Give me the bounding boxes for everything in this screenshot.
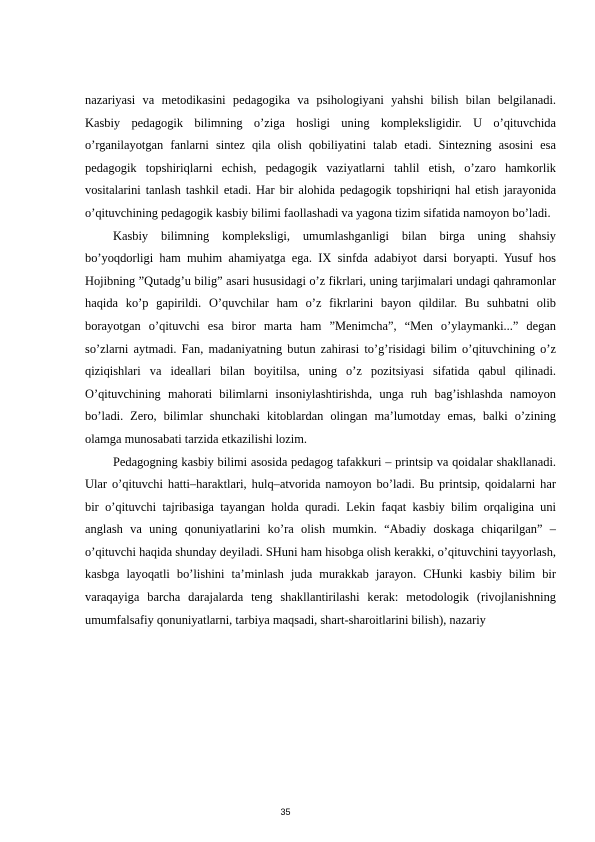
page-number: 35 bbox=[280, 807, 291, 817]
paragraph-1: nazariyasi va metodikasini pedagogika va psihologiyani yahshi bilish bilan belgilanadi. Kasbiy pedagogik bilimning o’ziga hosligi uning kompleksligidir. U o’qituvchida o’rganilayotgan fanlarni sintez qila olish qobiliyatini talab etadi. Sintezning asosini esa pedagogik topshiriqlarni echish, pedagogik vaziyatlarni tahlil etish, o’zaro hamkorlik vositalarini tanlash tashkil etadi. Har bir alohida pedagogik topshiriqni hal etish jarayonida o’qituvchining pedagogik kasbiy bilimi faollashadi va yagona tizim sifatida namoyon bo’ladi. bbox=[85, 93, 556, 220]
document-page bbox=[85, 89, 556, 631]
paragraph-3: Pedagogning kasbiy bilimi asosida pedagog tafakkuri – printsip va qoidalar shakllanadi. Ular o’qituvchi hatti–haraktlari, hulq–atvorida namoyon bo’ladi. Bu printsip, qoidalarni har bir o’qituvchi tajribasiga tayangan holda quradi. Lekin faqat kasbiy bilim orqaligina uni anglash va uning qonuniyatlarini ko’ra olish mumkin. “Abadiy doskaga chiqarilgan” – o’qituvchi haqida shunday deyiladi. SHuni ham hisobga olish kerakki, o’qituvchini tayyorlash, kasbga layoqatli bo’lishini ta’minlash juda murakkab jarayon. CHunki kasbiy bilim bir varaqayiga barcha darajalarda teng shakllantirilashi kerak: metodologik (rivojlanishning umumfalsafiy qonuniyatlarni, tarbiya maqsadi, shart-sharoitlarini bilish), nazariy bbox=[85, 454, 556, 627]
paragraph-2: Kasbiy bilimning kompleksligi, umumlashganligi bilan birga uning shahsiy bo’yoqdorligi ham muhim ahamiyatga ega. IX sinfda adabiyot darsi boryapti. Yusuf hos Hojibning ”Qutadg’u bilig” asari hususidagi o’z fikrlari, uning tarjimalari undagi qahramonlar haqida ko’p gapirildi. O’quvchilar ham o’z fikrlarini bayon qildilar. Bu suhbatni olib borayotgan o’qituvchi esa biror marta ham ”Menimcha”, “Men o’ylaymanki...” degan so’zlarni aytmadi. Fan, madaniyatning butun zahirasi to’g’risidagi bilim o’qituvchining o’z qiziqishlari va ideallari bilan boyitilsa, uning o’z pozitsiyasi sifatida qabul qilinadi. O’qituvchining mahorati bilimlarni insoniylashtirishda, unga ruh bag’ishlashda namoyon bo’ladi. Zero, bilimlar shunchaki kitoblardan olingan ma’lumotday emas, balki o’zining olamga munosabati tarzida etkazilishi lozim. bbox=[85, 228, 556, 446]
